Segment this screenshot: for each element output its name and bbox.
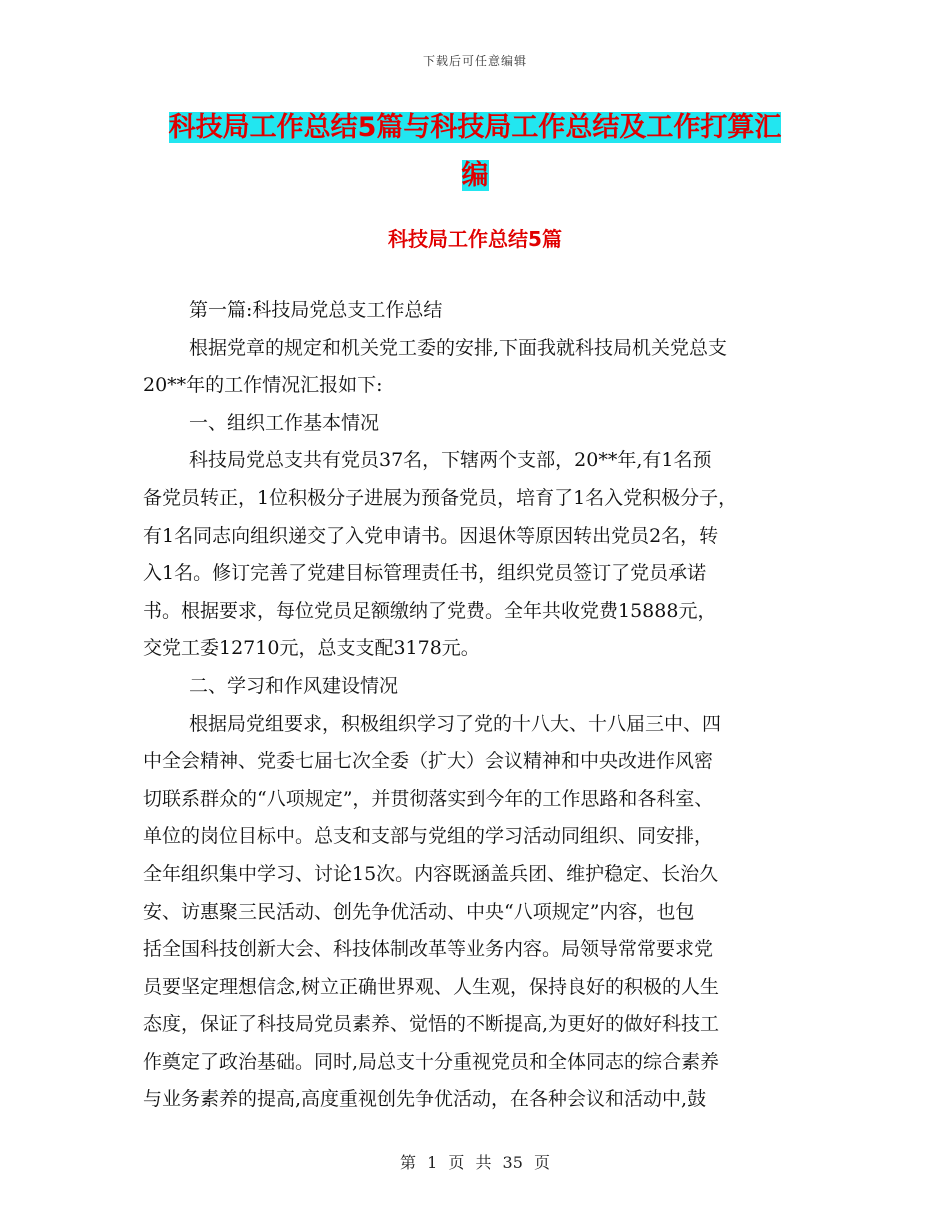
document-title [150, 104, 800, 200]
section-title: 科技局工作总结5篇 [388, 227, 562, 251]
paragraph-line: 20**年的工作情况汇报如下: [143, 374, 383, 397]
paragraph-line: 备党员转正，1位积极分子进展为预备党员，培育了1名入党积极分子， [143, 486, 738, 509]
paragraph-line: 安、访惠聚三民活动、创先争优活动、中央“八项规定”内容，也包 [143, 900, 695, 923]
page-header-note: 下载后可任意编辑 [422, 54, 527, 68]
paragraph-line: 书。根据要求，每位党员足额缴纳了党费。全年共收党费15888元， [143, 599, 717, 622]
paragraph-line: 根据局党组要求，积极组织学习了党的十八大、十八届三中、四 [189, 712, 722, 735]
paragraph-line: 入1名。修订完善了党建目标管理责任书，组织党员签订了党员承诺 [143, 562, 707, 585]
paragraph-line: 员要坚定理想信念,树立正确世界观、人生观，保持良好的积极的人生 [143, 975, 720, 998]
document-title-line-2: 编 [461, 160, 489, 191]
document-body [143, 292, 813, 1119]
page-number-footer: 第 1 页 共 35 页 [400, 1153, 550, 1172]
paragraph-line: 中全会精神、党委七届七次全委（扩大）会议精神和中央改进作风密 [143, 750, 714, 773]
paragraph-line: 单位的岗位目标中。总支和支部与党组的学习活动同组织、同安排， [143, 825, 714, 848]
document-title-line-1: 科技局工作总结5篇与科技局工作总结及工作打算汇 [168, 112, 782, 143]
chapter-heading: 第一篇:科技局党总支工作总结 [189, 299, 443, 321]
paragraph-line: 态度，保证了科技局党员素养、觉悟的不断提高,为更好的做好科技工 [143, 1013, 720, 1036]
paragraph-line: 切联系群众的“八项规定”，并贯彻落实到今年的工作思路和各科室、 [143, 787, 714, 810]
paragraph-line: 与业务素养的提高,高度重视创先争优活动，在各种会议和活动中,鼓 [143, 1088, 707, 1111]
paragraph-line: 全年组织集中学习、讨论15次。内容既涵盖兵团、维护稳定、长治久 [143, 862, 719, 885]
paragraph-line: 交党工委12710元，总支支配3178元。 [143, 637, 480, 660]
subsection-heading: 二、学习和作风建设情况 [189, 674, 399, 697]
paragraph-line: 有1名同志向组织递交了入党申请书。因退休等原因转出党员2名，转 [143, 524, 719, 547]
paragraph-line: 根据党章的规定和机关党工委的安排,下面我就科技局机关党总支 [189, 336, 728, 359]
paragraph-line: 括全国科技创新大会、科技体制改革等业务内容。局领导常常要求党 [143, 938, 714, 961]
paragraph-line: 作奠定了政治基础。同时,局总支十分重视党员和全体同志的综合素养 [143, 1050, 720, 1073]
subsection-heading: 一、组织工作基本情况 [189, 411, 380, 434]
paragraph-line: 科技局党总支共有党员37名，下辖两个支部，20**年,有1名预 [189, 449, 712, 472]
